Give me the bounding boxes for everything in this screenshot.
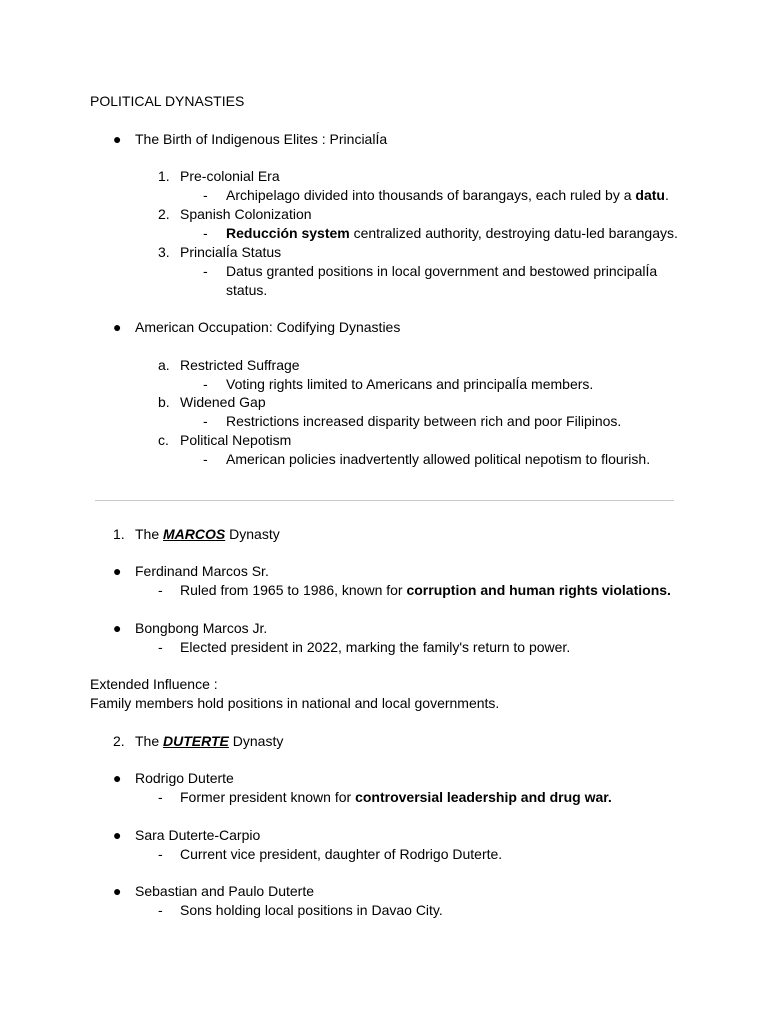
list-item-detail: Reducción system centralized authority, destroying datu-led barangays.	[226, 225, 678, 241]
person-detail: Former president known for controversial leadership and drug war.	[180, 789, 612, 805]
person-detail: Current vice president, daughter of Rodrigo Duterte.	[180, 846, 503, 862]
bullet: ●	[113, 883, 122, 899]
list-number: 2.	[113, 733, 125, 749]
dash: -	[203, 451, 208, 467]
dash: -	[203, 413, 208, 429]
list-item-label: Political Nepotism	[180, 432, 292, 448]
dash: -	[203, 225, 208, 241]
dash: -	[203, 263, 208, 279]
bullet: ●	[113, 563, 122, 579]
list-letter: a.	[158, 357, 170, 373]
list-number: 2.	[158, 206, 170, 222]
list-item-detail: Datus granted positions in local government and bestowed principalÍa	[226, 263, 658, 279]
bullet: ●	[113, 620, 122, 636]
list-letter: b.	[158, 394, 170, 410]
list-item-label: Pre-colonial Era	[180, 168, 280, 184]
dynasty-heading-marcos: The MARCOS Dynasty	[135, 526, 280, 542]
bullet: ●	[113, 319, 122, 335]
list-letter: c.	[158, 432, 169, 448]
dash: -	[203, 376, 208, 392]
horizontal-divider	[95, 500, 674, 501]
list-item-detail: American policies inadvertently allowed political nepotism to flourish.	[226, 451, 651, 467]
person-name: Bongbong Marcos Jr.	[135, 620, 268, 636]
page-title: POLITICAL DYNASTIES	[90, 93, 245, 109]
person-name: Rodrigo Duterte	[135, 770, 234, 786]
dash: -	[158, 789, 163, 805]
list-item-detail: Restrictions increased disparity between rich and poor Filipinos.	[226, 413, 622, 429]
section-heading: American Occupation: Codifying Dynasties	[135, 319, 401, 335]
dash: -	[158, 902, 163, 918]
dash: -	[158, 846, 163, 862]
list-number: 1.	[158, 168, 170, 184]
dash: -	[203, 187, 208, 203]
list-item-label: Widened Gap	[180, 394, 266, 410]
dynasty-heading-duterte: The DUTERTE Dynasty	[135, 733, 284, 749]
list-number: 1.	[113, 526, 125, 542]
person-detail: Elected president in 2022, marking the family's return to power.	[180, 639, 571, 655]
bullet: ●	[113, 131, 122, 147]
section-heading: The Birth of Indigenous Elites : PrincialÍa	[135, 131, 388, 147]
bullet: ●	[113, 770, 122, 786]
list-item-label: Spanish Colonization	[180, 206, 312, 222]
dash: -	[158, 639, 163, 655]
list-item-label: Restricted Suffrage	[180, 357, 300, 373]
bullet: ●	[113, 827, 122, 843]
dash: -	[158, 582, 163, 598]
list-item-detail: Voting rights limited to Americans and principalÍa members.	[226, 376, 594, 392]
list-number: 3.	[158, 244, 170, 260]
extended-influence-label: Extended Influence :	[90, 676, 218, 692]
person-name: Sara Duterte-Carpio	[135, 827, 261, 843]
person-detail: Sons holding local positions in Davao City.	[180, 902, 443, 918]
person-name: Ferdinand Marcos Sr.	[135, 563, 269, 579]
person-detail: Ruled from 1965 to 1986, known for corruption and human rights violations.	[180, 582, 671, 598]
person-name: Sebastian and Paulo Duterte	[135, 883, 315, 899]
extended-influence-text: Family members hold positions in national and local governments.	[90, 695, 500, 711]
list-item-label: PrincialÍa Status	[180, 244, 282, 260]
list-item-detail-cont: status.	[226, 282, 268, 298]
list-item-detail: Archipelago divided into thousands of barangays, each ruled by a datu.	[226, 187, 669, 203]
